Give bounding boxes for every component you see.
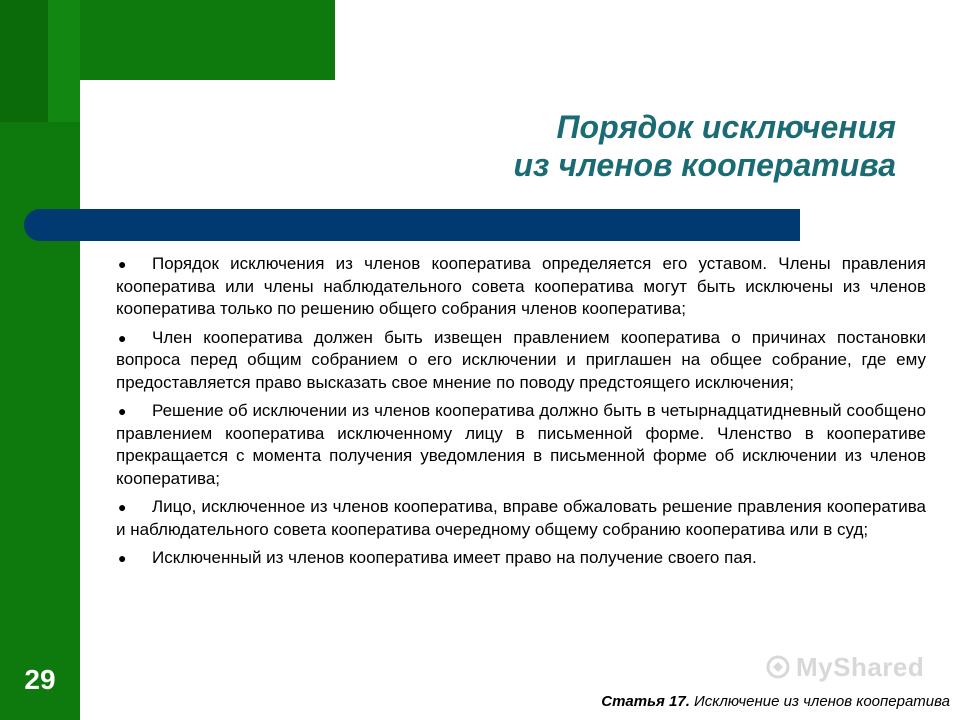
bullet-icon: ● bbox=[118, 403, 127, 419]
footer-article: Статья 17. bbox=[601, 693, 690, 710]
list-item-text: Решение об исключении из членов кооператива должно быть в четырнадцатидневный сообщено правлением кооператива исключенному лицу в письменной форме. Членство в кооперативе прекращается с момента получения уведомления в письменной форме об исключении из членов кооператива; bbox=[116, 401, 926, 488]
watermark bbox=[766, 652, 924, 683]
list-item bbox=[116, 253, 926, 321]
list-item-text: Исключенный из членов кооператива имеет право на получение своего пая. bbox=[152, 548, 757, 567]
bullet-list bbox=[116, 253, 926, 576]
list-item bbox=[116, 496, 926, 541]
page-number: 29 bbox=[24, 664, 56, 695]
bullet-icon: ● bbox=[118, 329, 127, 346]
list-item bbox=[116, 400, 926, 490]
list-item-text: Лицо, исключенное из членов кооператива, вправе обжаловать решение правления кооператива и наблюдательного совета кооператива очередному общему собранию кооператива или в суд; bbox=[116, 497, 926, 539]
bullet-icon: ● bbox=[118, 499, 127, 515]
list-item bbox=[116, 547, 926, 570]
list-item-text: Порядок исключения из членов кооператива определяется его уставом. Члены правления кооператива или члены наблюдательного совета кооператива могут быть исключены из членов кооператива только по решению общего собрания членов кооператива; bbox=[116, 254, 926, 318]
dark-green-accent bbox=[0, 0, 48, 122]
watermark-logo-icon bbox=[766, 655, 790, 679]
light-green-accent bbox=[48, 0, 80, 122]
title-line-1: Порядок исключения bbox=[556, 109, 896, 145]
list-item bbox=[116, 327, 926, 395]
watermark-text: MyShared bbox=[796, 652, 925, 682]
footer-text: Исключение из членов кооператива bbox=[689, 693, 950, 710]
slide-title bbox=[336, 108, 896, 184]
title-line-2: из членов кооператива bbox=[513, 147, 896, 183]
bullet-icon: ● bbox=[118, 256, 127, 272]
footer bbox=[490, 693, 950, 710]
bullet-icon: ● bbox=[118, 550, 127, 566]
list-item-text: Член кооператива должен быть извещен правлением кооператива о причинах постановки вопроса перед общим собранием о его исключении и приглашен на общее собрание, где ему предоставляется право высказать свое мнение по поводу предстоящего исключения; bbox=[116, 327, 926, 392]
rounded-corner bbox=[80, 80, 340, 210]
title-underline-bar bbox=[24, 209, 800, 241]
